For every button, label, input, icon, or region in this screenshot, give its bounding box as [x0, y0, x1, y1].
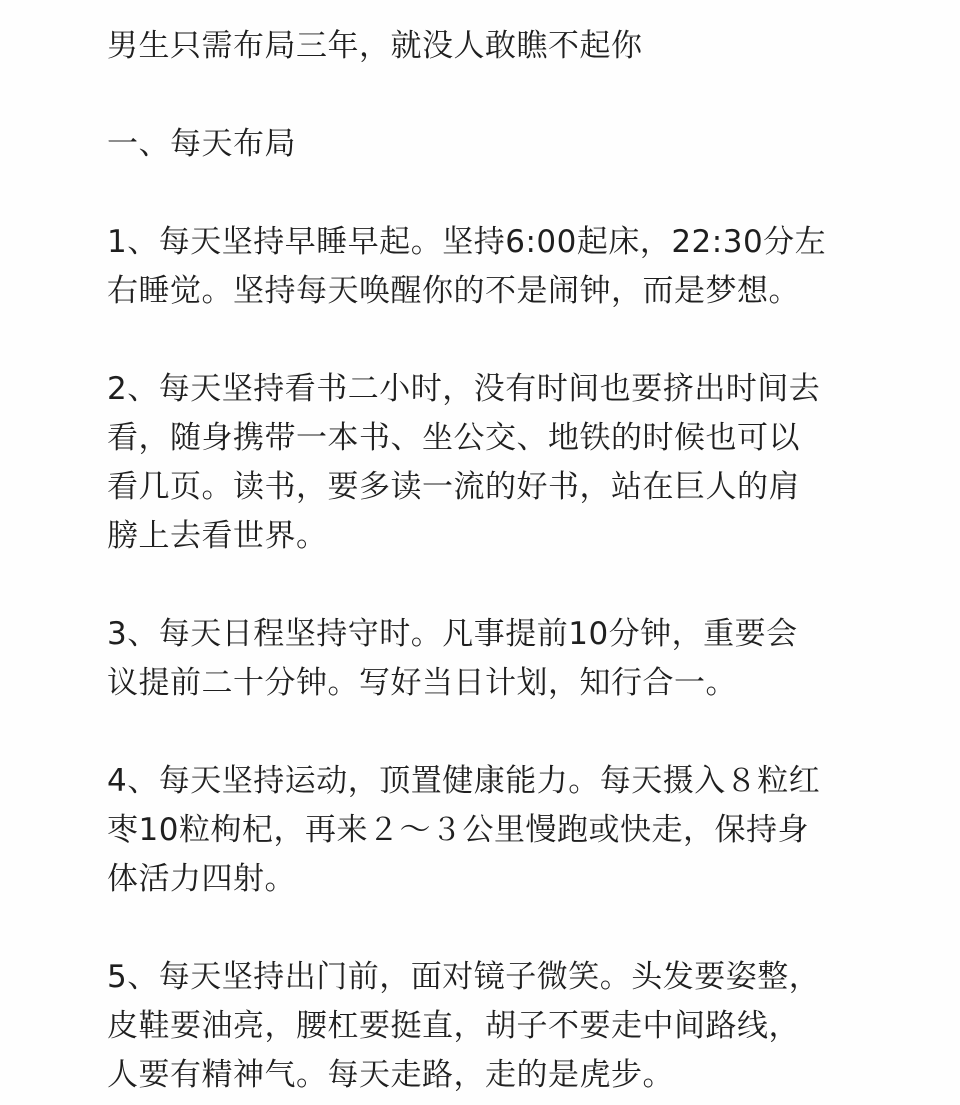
item-line: 体活力四射。 [107, 861, 296, 897]
list-item-2 [107, 365, 867, 561]
list-item-4 [107, 757, 867, 904]
item-line: 人要有精神气。每天走路，走的是虎步。 [107, 1057, 674, 1093]
list-item-5 [107, 953, 867, 1100]
item-line: 3、每天日程坚持守时。凡事提前10分钟，重要会 [107, 616, 798, 652]
item-line: 4、每天坚持运动，顶置健康能力。每天摄入８粒红 [107, 763, 821, 799]
section-heading: 一、每天布局 [107, 126, 296, 162]
item-line: 5、每天坚持出门前，面对镜子微笑。头发要姿整， [107, 959, 821, 995]
item-line: 议提前二十分钟。写好当日计划，知行合一。 [107, 665, 737, 701]
article-title: 男生只需布局三年，就没人敢瞧不起你 [107, 28, 643, 64]
list-item-3 [107, 610, 867, 708]
item-line: 2、每天坚持看书二小时，没有时间也要挤出时间去 [107, 371, 821, 407]
item-line: 1、每天坚持早睡早起。坚持6:00起床，22:30分左 [107, 224, 827, 260]
article-body [107, 22, 867, 1100]
item-line: 看，随身携带一本书、坐公交、地铁的时候也可以 [107, 420, 800, 456]
item-line: 看几页。读书，要多读一流的好书，站在巨人的肩 [107, 469, 800, 505]
item-line: 皮鞋要油亮，腰杠要挺直，胡子不要走中间路线， [107, 1008, 800, 1044]
list-item-1 [107, 218, 867, 316]
item-line: 枣10粒枸杞，再来２～３公里慢跑或快走，保持身 [107, 812, 809, 848]
item-line: 膀上去看世界。 [107, 518, 328, 554]
item-line: 右睡觉。坚持每天唤醒你的不是闹钟，而是梦想。 [107, 273, 800, 309]
